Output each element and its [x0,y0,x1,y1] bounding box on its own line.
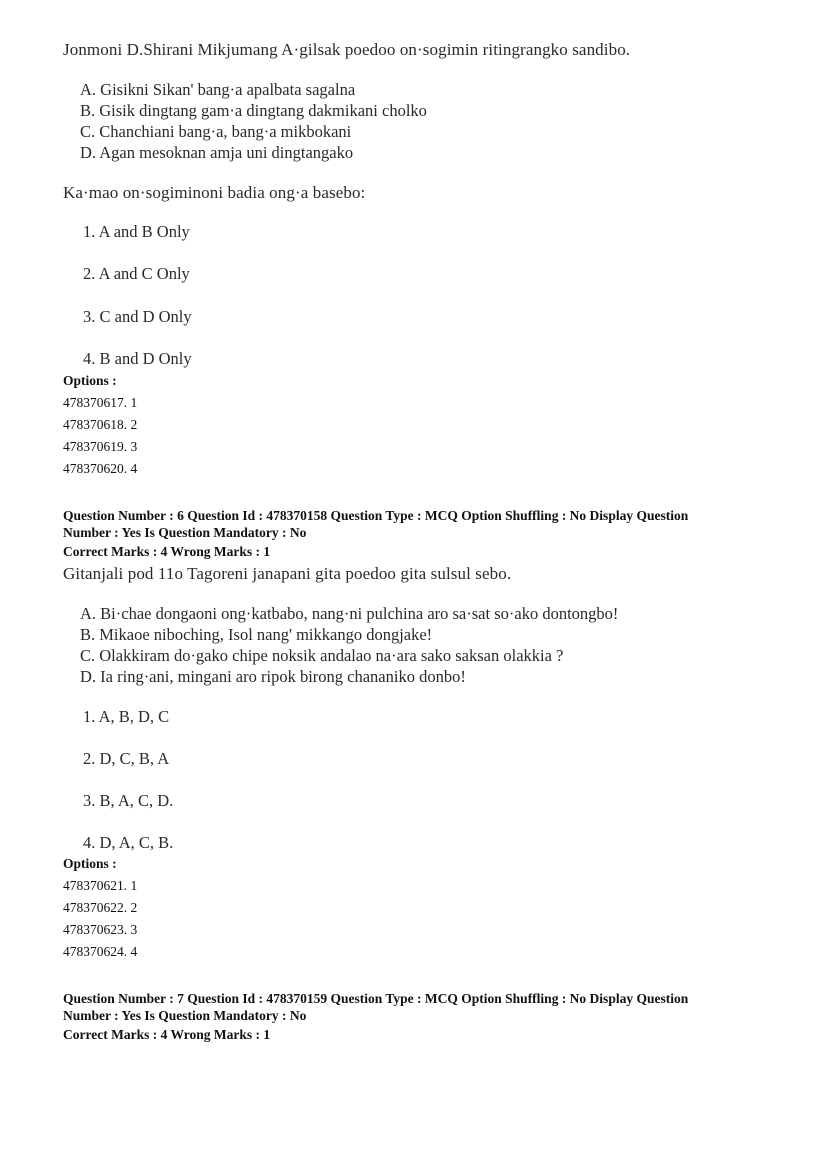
q7-marks: Correct Marks : 4 Wrong Marks : 1 [63,1027,271,1042]
q6-meta-line-1: Question Number : 6 Question Id : 478370158 Question Type : MCQ Option Shuffling : No Display Question [63,508,689,523]
q7-meta-line-1: Question Number : 7 Question Id : 478370159 Question Type : MCQ Option Shuffling : No Display Question [63,991,689,1006]
q5-choice-2: 2. A and C Only [83,264,190,283]
q5-choice-3: 3. C and D Only [83,307,192,326]
q6-statement-b: B. Mikaoe niboching, Isol nang' mikkango dongjake! [80,625,433,644]
q6-option-3: 478370623. 3 [63,922,138,937]
q6-stem: Gitanjali pod 11o Tagoreni janapani gita poedoo gita sulsul sebo. [63,564,512,583]
q5-statement-d: D. Agan mesoknan amja uni dingtangako [80,143,354,162]
q5-prompt: Ka·mao on·sogiminoni badia ong·a basebo: [63,183,366,202]
q6-option-1: 478370621. 1 [63,878,138,893]
q5-stem: Jonmoni D.Shirani Mikjumang A·gilsak poedoo on·sogimin ritingrangko sandibo. [63,40,631,59]
q5-option-4: 478370620. 4 [63,461,138,476]
q6-choice-1: 1. A, B, D, C [83,707,170,726]
q5-choice-4: 4. B and D Only [83,349,192,368]
q5-statement-a: A. Gisikni Sikan' bang·a apalbata sagalna [80,80,356,99]
q5-options-label: Options : [63,373,117,388]
q6-choice-3: 3. B, A, C, D. [83,791,174,810]
q5-option-2: 478370618. 2 [63,417,138,432]
q5-statement-b: B. Gisik dingtang gam·a dingtang dakmikani cholko [80,101,427,120]
q6-options-label: Options : [63,856,117,871]
q6-statement-c: C. Olakkiram do·gako chipe noksik andalao na·ara sako saksan olakkia ? [80,646,564,665]
q6-statement-d: D. Ia ring·ani, mingani aro ripok birong chananiko donbo! [80,667,466,686]
q6-statement-a: A. Bi·chae dongaoni ong·katbabo, nang·ni pulchina aro sa·sat so·ako dontongbo! [80,604,619,623]
q6-meta-line-2: Number : Yes Is Question Mandatory : No [63,525,307,540]
q6-option-4: 478370624. 4 [63,944,138,959]
q6-marks: Correct Marks : 4 Wrong Marks : 1 [63,544,271,559]
q5-statement-c: C. Chanchiani bang·a, bang·a mikbokani [80,122,352,141]
q6-option-2: 478370622. 2 [63,900,138,915]
q6-choice-2: 2. D, C, B, A [83,749,170,768]
q5-choice-1: 1. A and B Only [83,222,190,241]
q7-meta-line-2: Number : Yes Is Question Mandatory : No [63,1008,307,1023]
q5-option-1: 478370617. 1 [63,395,138,410]
q6-choice-4: 4. D, A, C, B. [83,833,174,852]
q5-option-3: 478370619. 3 [63,439,138,454]
